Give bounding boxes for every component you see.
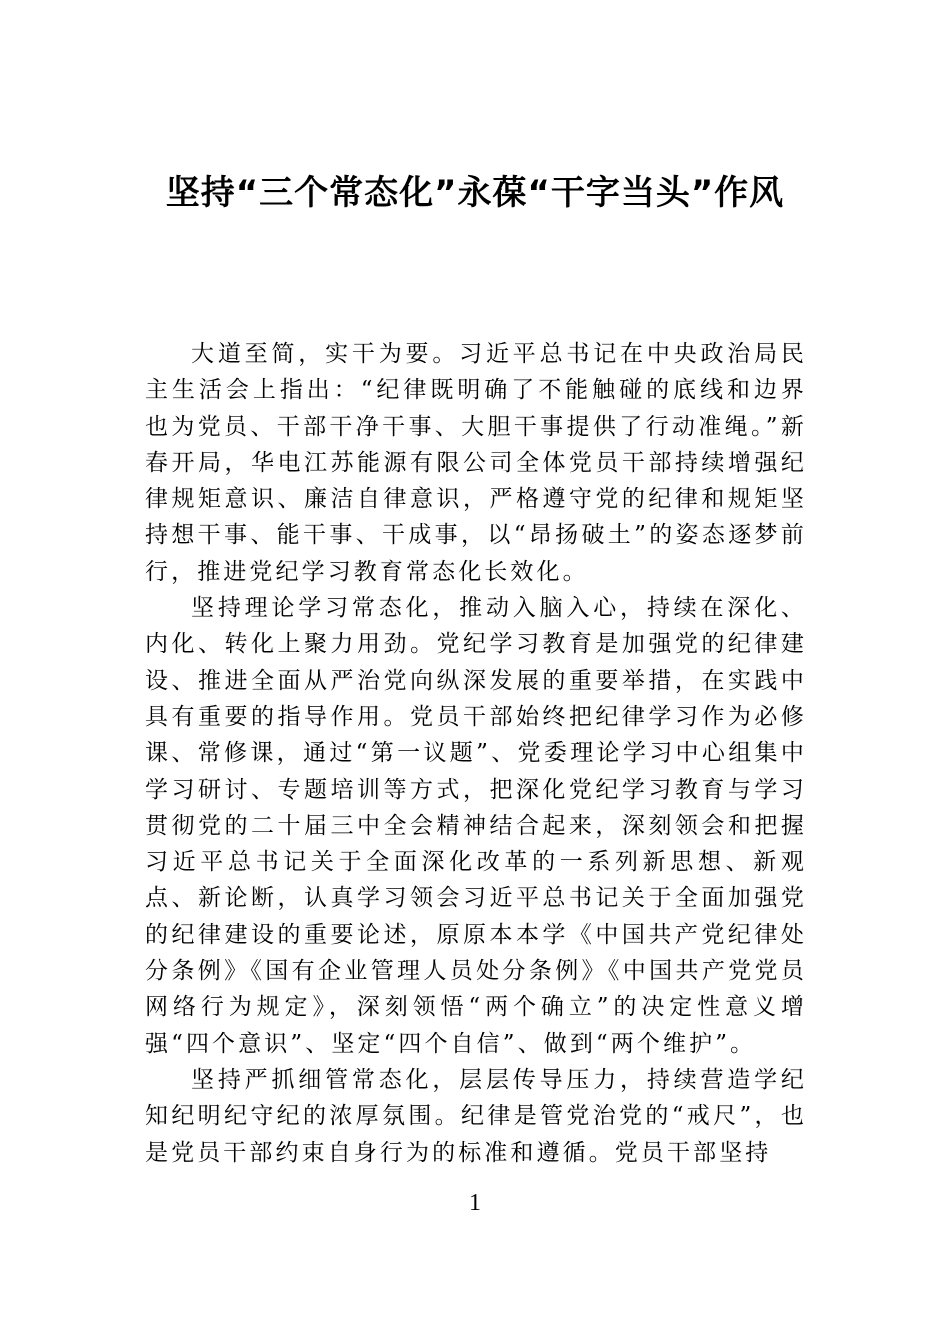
paragraph-intro: 大道至简，实干为要。习近平总书记在中央政治局民主生活会上指出：“纪律既明确了不能触碰的底线和边界也为党员、干部干净干事、大胆干事提供了行动准绳。”新春开局，华电江苏能源有限公司全体党员干部持续增强纪律规矩意识、廉洁自律意识，严格遵守党的纪律和规矩坚持想干事、能干事、干成事，以“昂扬破土”的姿态逐梦前行，推进党纪学习教育常态化长效化。 [145, 341, 807, 585]
paragraph-theory-study: 坚持理论学习常态化，推动入脑入心，持续在深化、内化、转化上聚力用劲。党纪学习教育是加强党的纪律建设、推进全面从严治党向纵深发展的重要举措，在实践中具有重要的指导作用。党员干部始终把纪律学习作为必修课、常修课，通过“第一议题”、党委理论学习中心组集中学习研讨、专题培训等方式，把深化党纪学习教育与学习贯彻党的二十届三中全会精神结合起来，深刻领会和把握习近平总书记关于全面深化改革的一系列新思想、新观点、新论断，认真学习领会习近平总书记关于全面加强党的纪律建设的重要论述，原原本本学《中国共产党纪律处分条例》《国有企业管理人员处分条例》《中国共产党党员网络行为规定》，深刻领悟“两个确立”的决定性意义增强“四个意识”、坚定“四个自信”、做到“两个维护”。 [145, 595, 807, 1057]
document-body [145, 336, 807, 1171]
page-number: 1 [469, 1190, 481, 1216]
document-title: 坚持“三个常态化”永葆“干字当头”作风 [165, 173, 785, 213]
paragraph-strict-management: 坚持严抓细管常态化，层层传导压力，持续营造学纪知纪明纪守纪的浓厚氛围。纪律是管党治党的“戒尺”，也是党员干部约束自身行为的标准和遵循。党员干部坚持 [145, 1066, 807, 1166]
